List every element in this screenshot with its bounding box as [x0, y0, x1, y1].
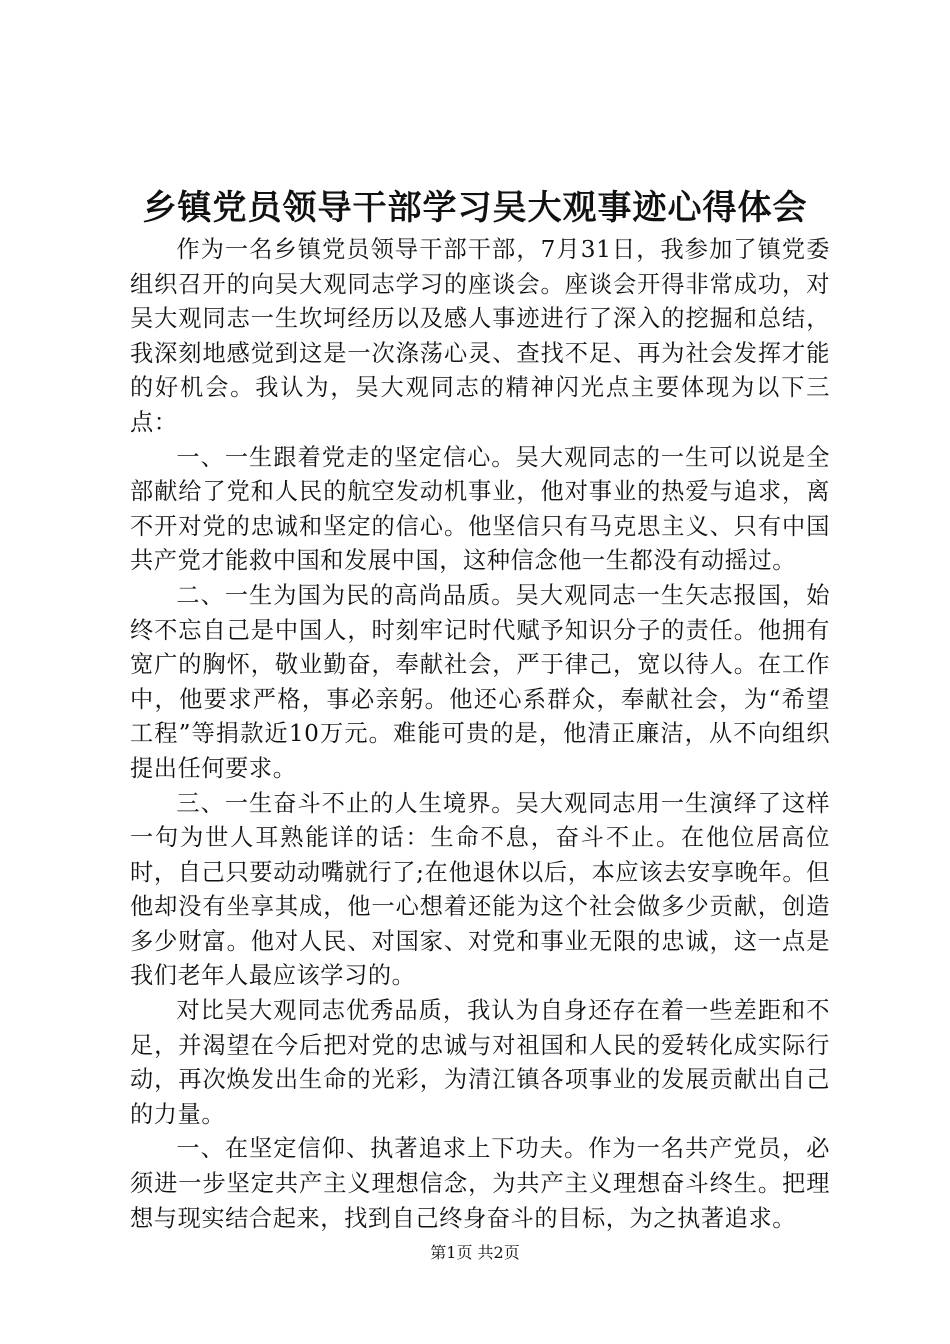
- paragraph-point-three: 三、一生奋斗不止的人生境界。吴大观同志用一生演绎了这样一句为世人耳熟能详的话：生命不息，奋斗不止。在他位居高位时，自己只要动动嘴就行了;在他退休以后，本应该去安享晚年。但他却没有坐享其成，他一心想着还能为这个社会做多少贡献，创造多少财富。他对人民、对国家、对党和事业无限的忠诚，这一点是我们老年人最应该学习的。: [130, 789, 830, 990]
- document-title: 乡镇党员领导干部学习吴大观事迹心得体会: [142, 188, 808, 228]
- paragraph-reflection: 对比吴大观同志优秀品质，我认为自身还存在着一些差距和不足，并渴望在今后把对党的忠诚与对祖国和人民的爱转化成实际行动，再次焕发出生命的光彩，为清江镇各项事业的发展贡献出自己的力量。: [130, 997, 830, 1128]
- paragraph-point-two: 二、一生为国为民的高尚品质。吴大观同志一生矢志报国，始终不忘自己是中国人，时刻牢记时代赋予知识分子的责任。他拥有宽广的胸怀，敬业勤奋，奉献社会，严于律己，宽以待人。在工作中，他要求严格，事必亲躬。他还心系群众，奉献社会，为“希望工程”等捐款近10万元。难能可贵的是，他清正廉洁，从不向组织提出任何要求。: [130, 581, 830, 782]
- document-body: [130, 233, 830, 1236]
- paragraph-point-one: 一、一生跟着党走的坚定信心。吴大观同志的一生可以说是全部献给了党和人民的航空发动机事业，他对事业的热爱与追求，离不开对党的忠诚和坚定的信心。他坚信只有马克思主义、只有中国共产党才能救中国和发展中国，这种信念他一生都没有动摇过。: [130, 443, 830, 575]
- page-footer: 第1页 共2页: [430, 1243, 520, 1262]
- paragraph-intro: 作为一名乡镇党员领导干部干部，7月31日，我参加了镇党委组织召开的向吴大观同志学习的座谈会。座谈会开得非常成功，对吴大观同志一生坎坷经历以及感人事迹进行了深入的挖掘和总结，我深刻地感觉到这是一次涤荡心灵、查找不足、再为社会发挥才能的好机会。我认为，吴大观同志的精神闪光点主要体现为以下三点：: [130, 236, 830, 436]
- paragraph-action-one: 一、在坚定信仰、执著追求上下功夫。作为一名共产党员，必须进一步坚定共产主义理想信念，为共产主义理想奋斗终生。把理想与现实结合起来，找到自己终身奋斗的目标，为之执著追求。: [130, 1135, 830, 1232]
